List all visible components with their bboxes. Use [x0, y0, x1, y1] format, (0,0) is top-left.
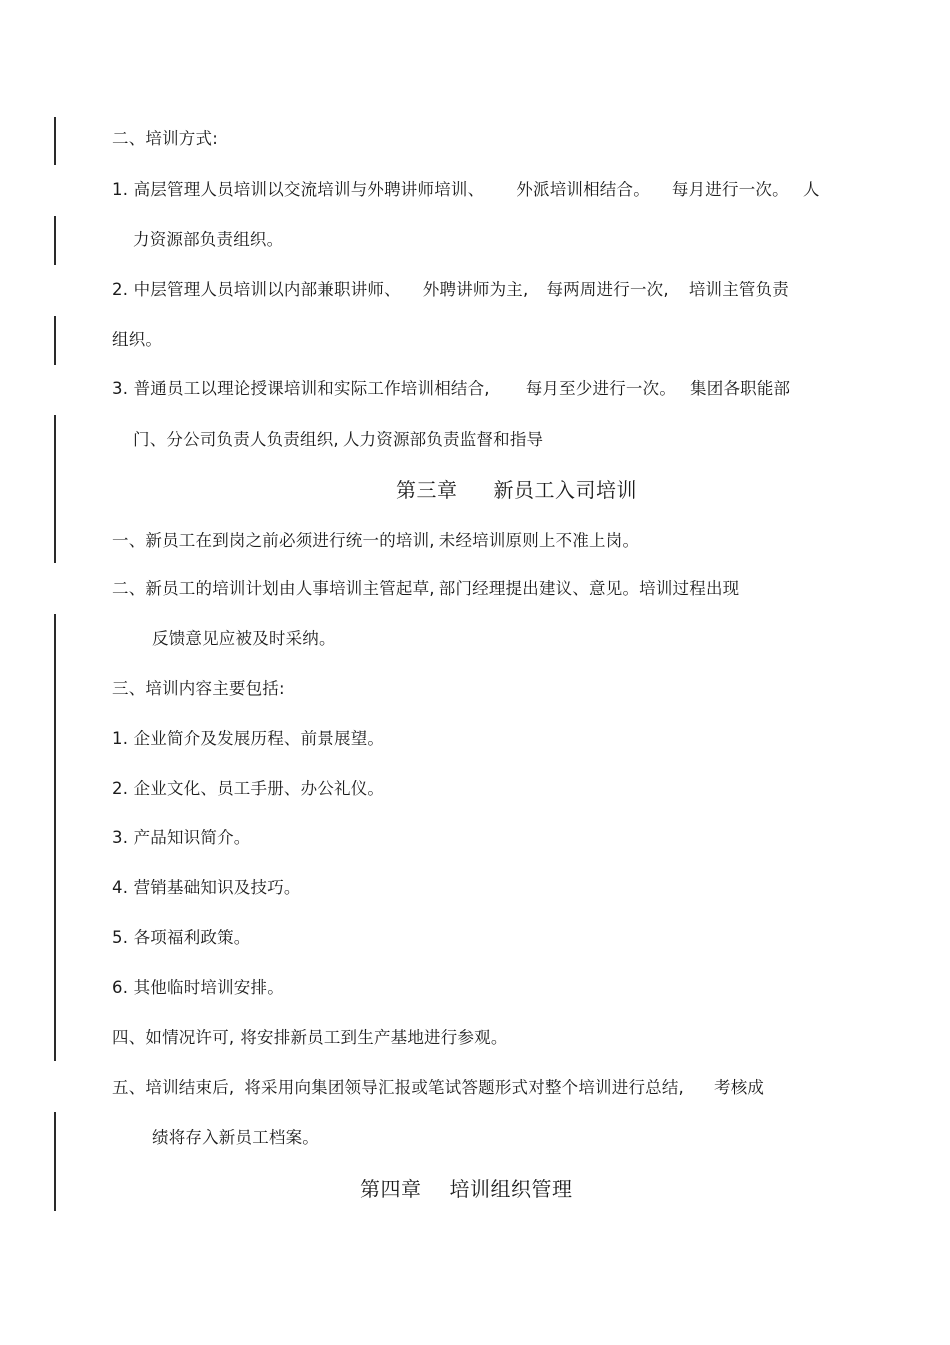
margin-bar [54, 1112, 56, 1211]
paragraph-continuation: 绩将存入新员工档案。 [152, 1128, 319, 1147]
margin-bar [54, 117, 56, 165]
section-heading: 二、培训方式: [112, 129, 218, 148]
list-item: 1. 高层管理人员培训以交流培训与外聘讲师培训、 外派培训相结合。 每月进行一次。 人 [112, 180, 820, 199]
chapter-heading: 第三章 新员工入司培训 [396, 478, 637, 502]
margin-bar [54, 415, 56, 563]
list-item: 3. 产品知识简介。 [112, 828, 251, 847]
chapter-heading: 第四章 培训组织管理 [360, 1177, 573, 1201]
list-item: 6. 其他临时培训安排。 [112, 978, 284, 997]
margin-bar [54, 316, 56, 365]
list-item-continuation: 组织。 [112, 330, 163, 349]
list-item: 3. 普通员工以理论授课培训和实际工作培训相结合, 每月至少进行一次。 集团各职能部 [112, 379, 791, 398]
margin-bar [54, 216, 56, 265]
list-item: 5. 各项福利政策。 [112, 928, 251, 947]
margin-bar [54, 614, 56, 1061]
list-item: 2. 企业文化、员工手册、办公礼仪。 [112, 779, 385, 798]
list-item-continuation: 门、分公司负责人负责组织, 人力资源部负责监督和指导 [133, 430, 544, 449]
list-item: 4. 营销基础知识及技巧。 [112, 878, 301, 897]
paragraph: 四、如情况许可, 将安排新员工到生产基地进行参观。 [112, 1028, 508, 1047]
paragraph: 三、培训内容主要包括: [112, 679, 285, 698]
paragraph: 一、新员工在到岗之前必须进行统一的培训, 未经培训原则上不准上岗。 [112, 531, 640, 550]
paragraph: 五、培训结束后, 将采用向集团领导汇报或笔试答题形式对整个培训进行总结, 考核成 [112, 1078, 765, 1097]
list-item-continuation: 力资源部负责组织。 [133, 230, 284, 249]
list-item: 1. 企业简介及发展历程、前景展望。 [112, 729, 385, 748]
paragraph-continuation: 反馈意见应被及时采纳。 [152, 629, 336, 648]
paragraph: 二、新员工的培训计划由人事培训主管起草, 部门经理提出建议、意见。培训过程出现 [112, 579, 740, 598]
list-item: 2. 中层管理人员培训以内部兼职讲师、 外聘讲师为主, 每两周进行一次, 培训主管负责 [112, 280, 790, 299]
